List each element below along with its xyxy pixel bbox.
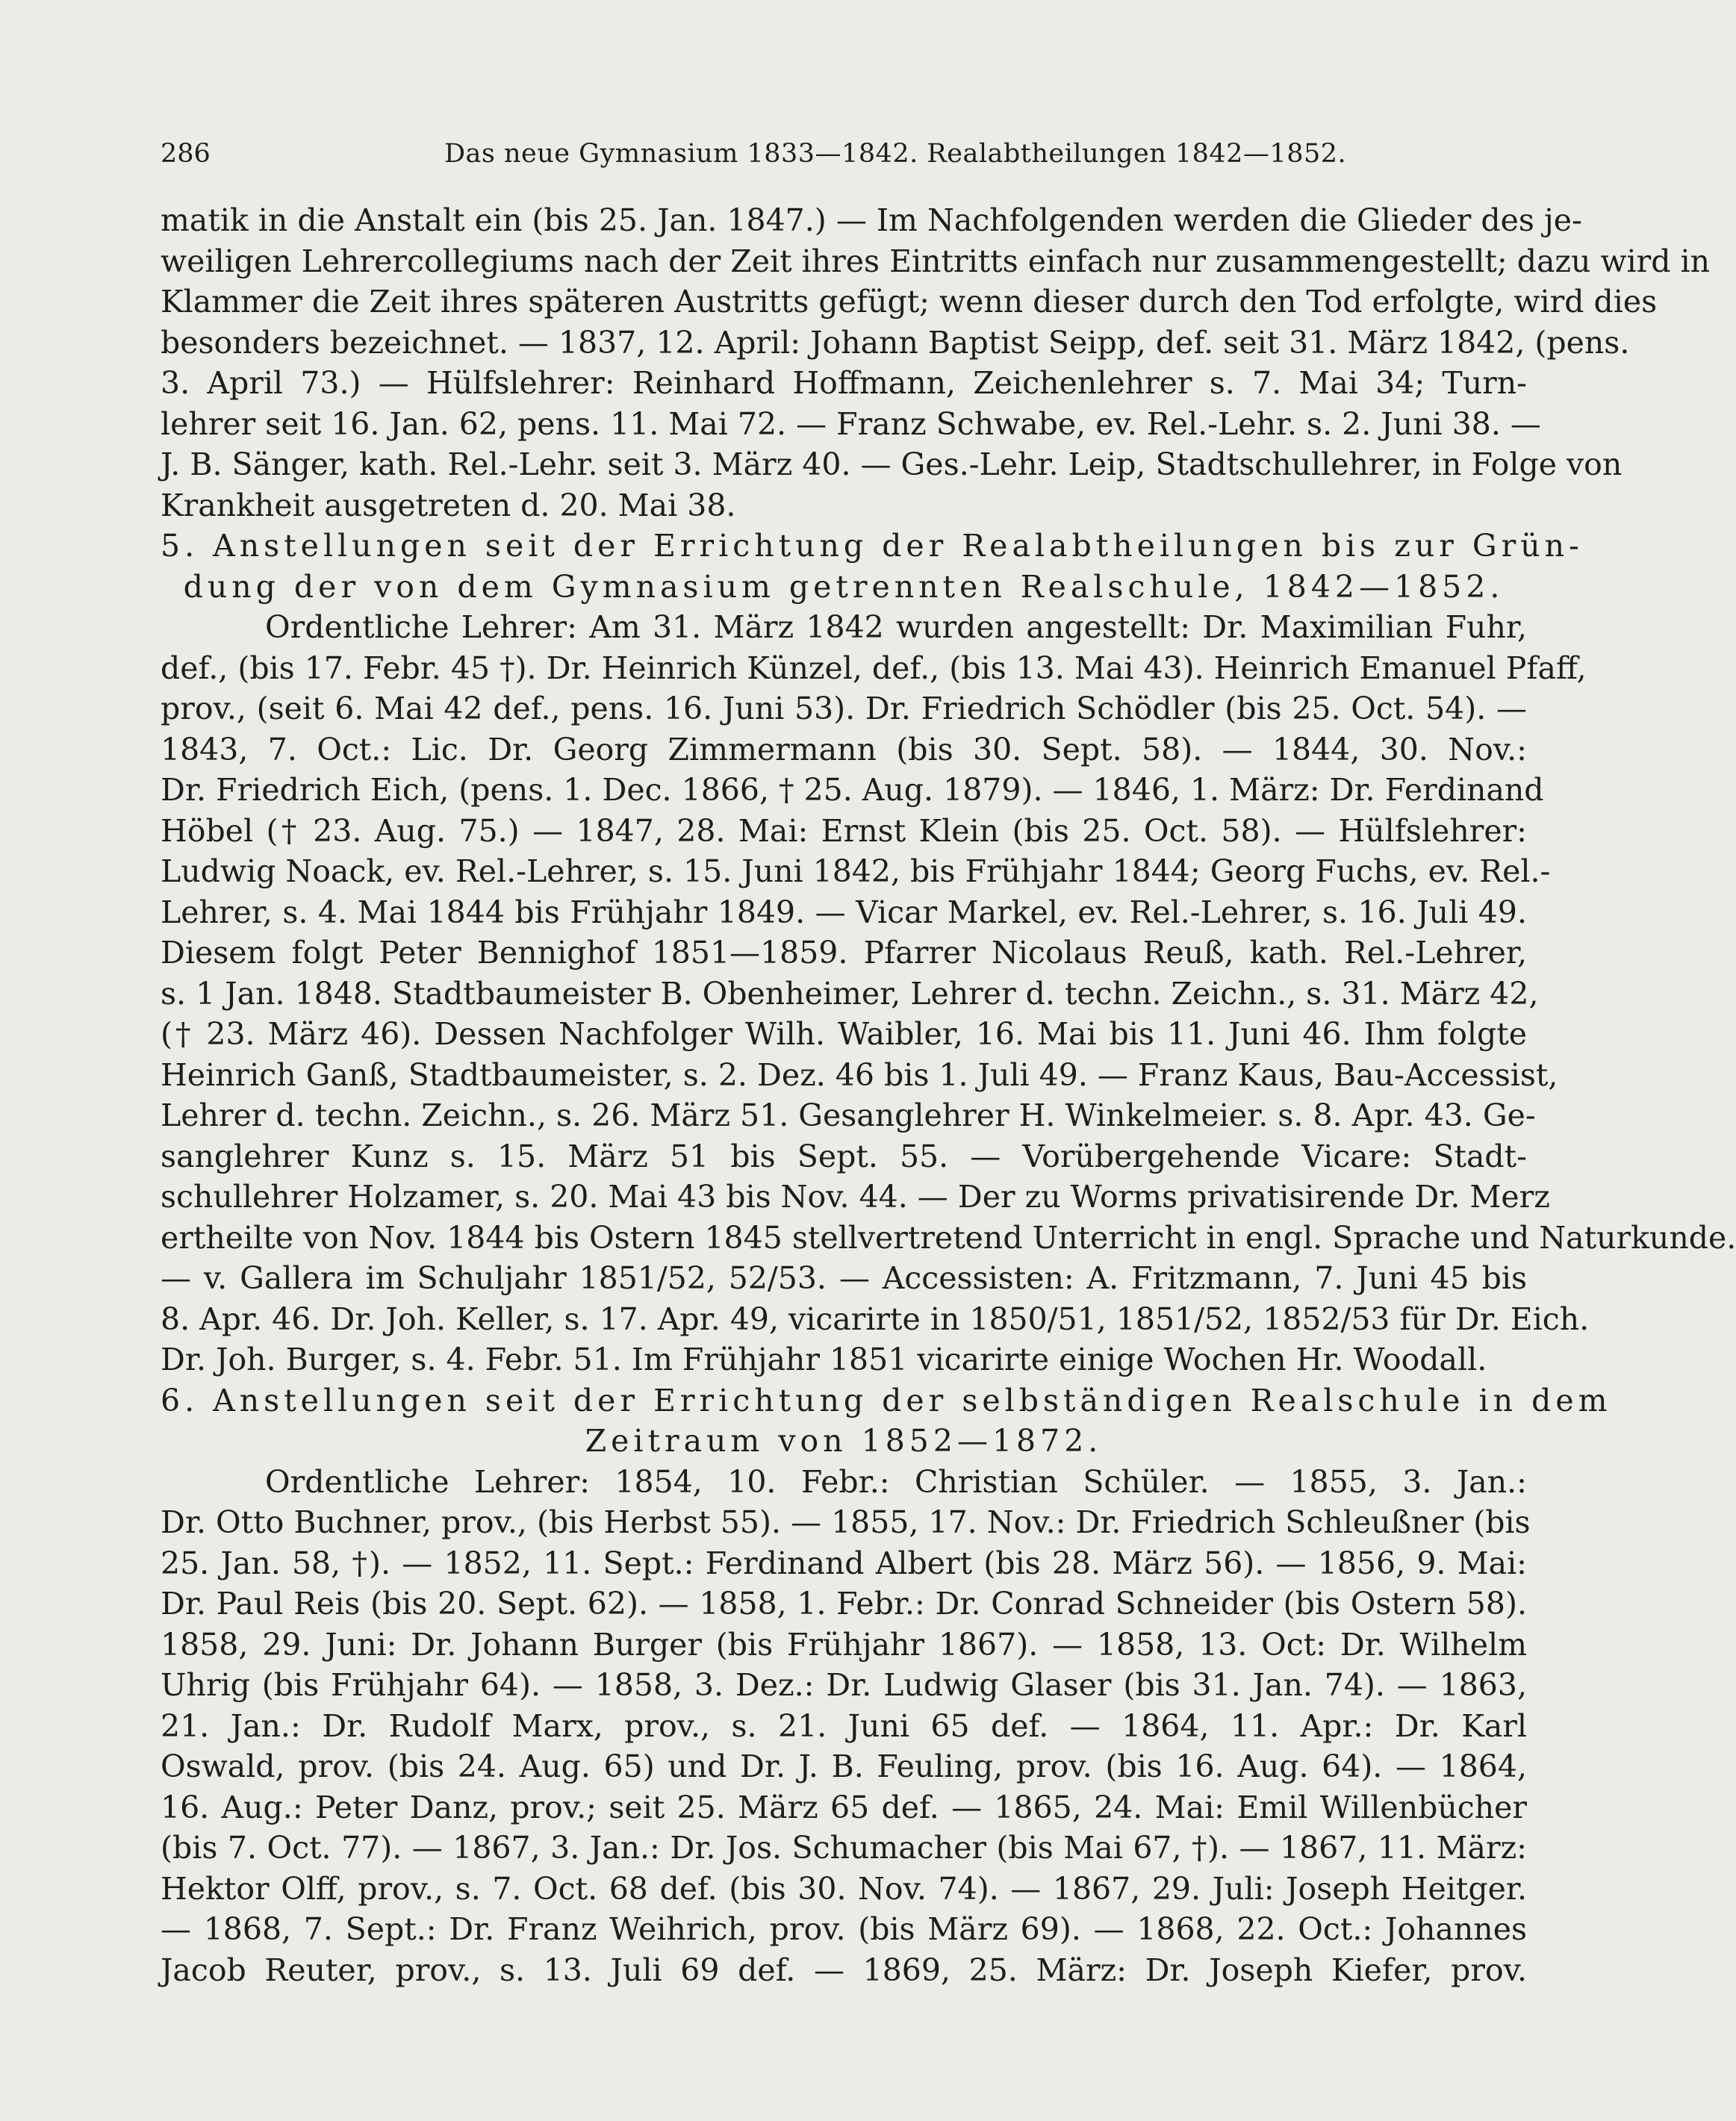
text-line: Dr. Friedrich Eich, (pens. 1. Dec. 1866, † 25. Aug. 1879). — 1846, 1. März: Dr. Ferdinand <box>161 772 1544 808</box>
text-line: besonders bezeichnet. — 1837, 12. April: Johann Baptist Seipp, def. seit 31. März 1842, (pens. <box>161 324 1630 361</box>
text-line: 21. Jan.: Dr. Rudolf Marx, prov., s. 21. Juni 65 def. — 1864, 11. Apr.: Dr. Karl <box>161 1707 1527 1744</box>
text-line: 3. April 73.) — Hülfslehrer: Reinhard Hoffmann, Zeichenlehrer s. 7. Mai 34; Turn- <box>161 365 1527 401</box>
text-line: prov., (seit 6. Mai 42 def., pens. 16. Juni 53). Dr. Friedrich Schödler (bis 25. Oct. 54). — <box>161 691 1527 726</box>
body-text <box>161 200 1736 1990</box>
running-header <box>161 133 1527 175</box>
text-line: 1843, 7. Oct.: Lic. Dr. Georg Zimmermann (bis 30. Sept. 58). — 1844, 30. Nov.: <box>161 731 1527 767</box>
text-line: Diesem folgt Peter Bennighof 1851—1859. Pfarrer Nicolaus Reuß, kath. Rel.-Lehrer, <box>161 935 1527 971</box>
running-title: Das neue Gymnasium 1833—1842. Realabtheilungen 1842—1852. <box>444 139 1347 169</box>
text-line: Jacob Reuter, prov., s. 13. Juli 69 def. — 1869, 25. März: Dr. Joseph Kiefer, prov. <box>161 1952 1527 1988</box>
text-line: Ordentliche Lehrer: Am 31. März 1842 wurden angestellt: Dr. Maximilian Fuhr, <box>265 609 1527 645</box>
text-line: ertheilte von Nov. 1844 bis Ostern 1845 stellvertretend Unterricht in engl. Sprache und Naturkunde. <box>161 1219 1736 1256</box>
section-heading-5: 5. Anstellungen seit der Errichtung der Realabtheilungen bis zur Grün- <box>161 528 1584 564</box>
text-line: 1858, 29. Juni: Dr. Johann Burger (bis Frühjahr 1867). — 1858, 13. Oct: Dr. Wilhelm <box>161 1626 1527 1663</box>
text-line: Oswald, prov. (bis 24. Aug. 65) und Dr. J. B. Feuling, prov. (bis 16. Aug. 64). — 1864, <box>161 1748 1527 1784</box>
text-line: Heinrich Ganß, Stadtbaumeister, s. 2. Dez. 46 bis 1. Juli 49. — Franz Kaus, Bau-Accessist, <box>161 1056 1558 1093</box>
text-line: J. B. Sänger, kath. Rel.-Lehr. seit 3. März 40. — Ges.-Lehr. Leip, Stadtschullehrer, in Folge von <box>161 446 1623 482</box>
section-heading-5-cont: dung der von dem Gymnasium getrennten Realschule, 1842—1852. <box>183 568 1505 605</box>
text-line: Lehrer, s. 4. Mai 1844 bis Frühjahr 1849. — Vicar Markel, ev. Rel.-Lehrer, s. 16. Juli 49. <box>161 894 1527 930</box>
text-line: 8. Apr. 46. Dr. Joh. Keller, s. 17. Apr. 49, vicarirte in 1850/51, 1851/52, 1852/53 für Dr. Eich. <box>161 1301 1590 1337</box>
text-line: matik in die Anstalt ein (bis 25. Jan. 1847.) — Im Nachfolgenden werden die Glieder des je- <box>161 202 1582 238</box>
text-line: — 1868, 7. Sept.: Dr. Franz Weihrich, prov. (bis März 69). — 1868, 22. Oct.: Johannes <box>161 1911 1527 1947</box>
section-heading-6: 6. Anstellungen seit der Errichtung der selbständigen Realschule in dem <box>161 1382 1612 1418</box>
text-line: Dr. Joh. Burger, s. 4. Febr. 51. Im Frühjahr 1851 vicarirte einige Wochen Hr. Woodall. <box>161 1342 1487 1377</box>
text-line: Ludwig Noack, ev. Rel.-Lehrer, s. 15. Juni 1842, bis Frühjahr 1844; Georg Fuchs, ev. Rel.- <box>161 853 1551 889</box>
text-line: Lehrer d. techn. Zeichn., s. 26. März 51. Gesanglehrer H. Winkelmeier. s. 8. Apr. 43. Ge- <box>161 1097 1536 1133</box>
text-line: Uhrig (bis Frühjahr 64). — 1858, 3. Dez.: Dr. Ludwig Glaser (bis 31. Jan. 74). — 1863, <box>161 1667 1527 1703</box>
text-line: 16. Aug.: Peter Danz, prov.; seit 25. März 65 def. — 1865, 24. Mai: Emil Willenbücher <box>161 1789 1527 1825</box>
text-line: Höbel († 23. Aug. 75.) — 1847, 28. Mai: Ernst Klein (bis 25. Oct. 58). — Hülfslehrer: <box>161 812 1527 849</box>
text-line: (bis 7. Oct. 77). — 1867, 3. Jan.: Dr. Jos. Schumacher (bis Mai 67, †). — 1867, 11. März: <box>161 1830 1527 1866</box>
text-line: schullehrer Holzamer, s. 20. Mai 43 bis Nov. 44. — Der zu Worms privatisirende Dr. Merz <box>161 1179 1550 1215</box>
section-heading-6-cont: Zeitraum von 1852—1872. <box>585 1423 1103 1459</box>
text-line: — v. Gallera im Schuljahr 1851/52, 52/53. — Accessisten: A. Fritzmann, 7. Juni 45 bis <box>161 1260 1527 1296</box>
text-line: lehrer seit 16. Jan. 62, pens. 11. Mai 72. — Franz Schwabe, ev. Rel.-Lehr. s. 2. Juni 38. — <box>161 405 1541 442</box>
text-line: def., (bis 17. Febr. 45 †). Dr. Heinrich Künzel, def., (bis 13. Mai 43). Heinrich Emanuel Pfaff, <box>161 650 1587 686</box>
text-line: s. 1 Jan. 1848. Stadtbaumeister B. Obenheimer, Lehrer d. techn. Zeichn., s. 31. März 42, <box>161 975 1539 1012</box>
text-line: sanglehrer Kunz s. 15. März 51 bis Sept. 55. — Vorübergehende Vicare: Stadt- <box>161 1138 1527 1174</box>
text-line: Ordentliche Lehrer: 1854, 10. Febr.: Christian Schüler. — 1855, 3. Jan.: <box>265 1463 1527 1500</box>
text-line: Krankheit ausgetreten d. 20. Mai 38. <box>161 487 736 523</box>
text-line: weiligen Lehrercollegiums nach der Zeit ihres Eintritts einfach nur zusammengestellt; dazu wird in <box>161 243 1711 279</box>
text-line: Dr. Otto Buchner, prov., (bis Herbst 55). — 1855, 17. Nov.: Dr. Friedrich Schleußner (bis <box>161 1504 1531 1540</box>
text-line: († 23. März 46). Dessen Nachfolger Wilh. Waibler, 16. Mai bis 11. Juni 46. Ihm folgte <box>161 1016 1527 1052</box>
text-line: 25. Jan. 58, †). — 1852, 11. Sept.: Ferdinand Albert (bis 28. März 56). — 1856, 9. Mai: <box>161 1545 1527 1581</box>
text-line: Hektor Olff, prov., s. 7. Oct. 68 def. (bis 30. Nov. 74). — 1867, 29. Juli: Joseph Heitger. <box>161 1870 1527 1907</box>
text-line: Klammer die Zeit ihres späteren Austritts gefügt; wenn dieser durch den Tod erfolgte, wird dies <box>161 284 1658 320</box>
page-number: 286 <box>161 139 211 169</box>
text-line: Dr. Paul Reis (bis 20. Sept. 62). — 1858, 1. Febr.: Dr. Conrad Schneider (bis Ostern 58). <box>161 1586 1527 1622</box>
